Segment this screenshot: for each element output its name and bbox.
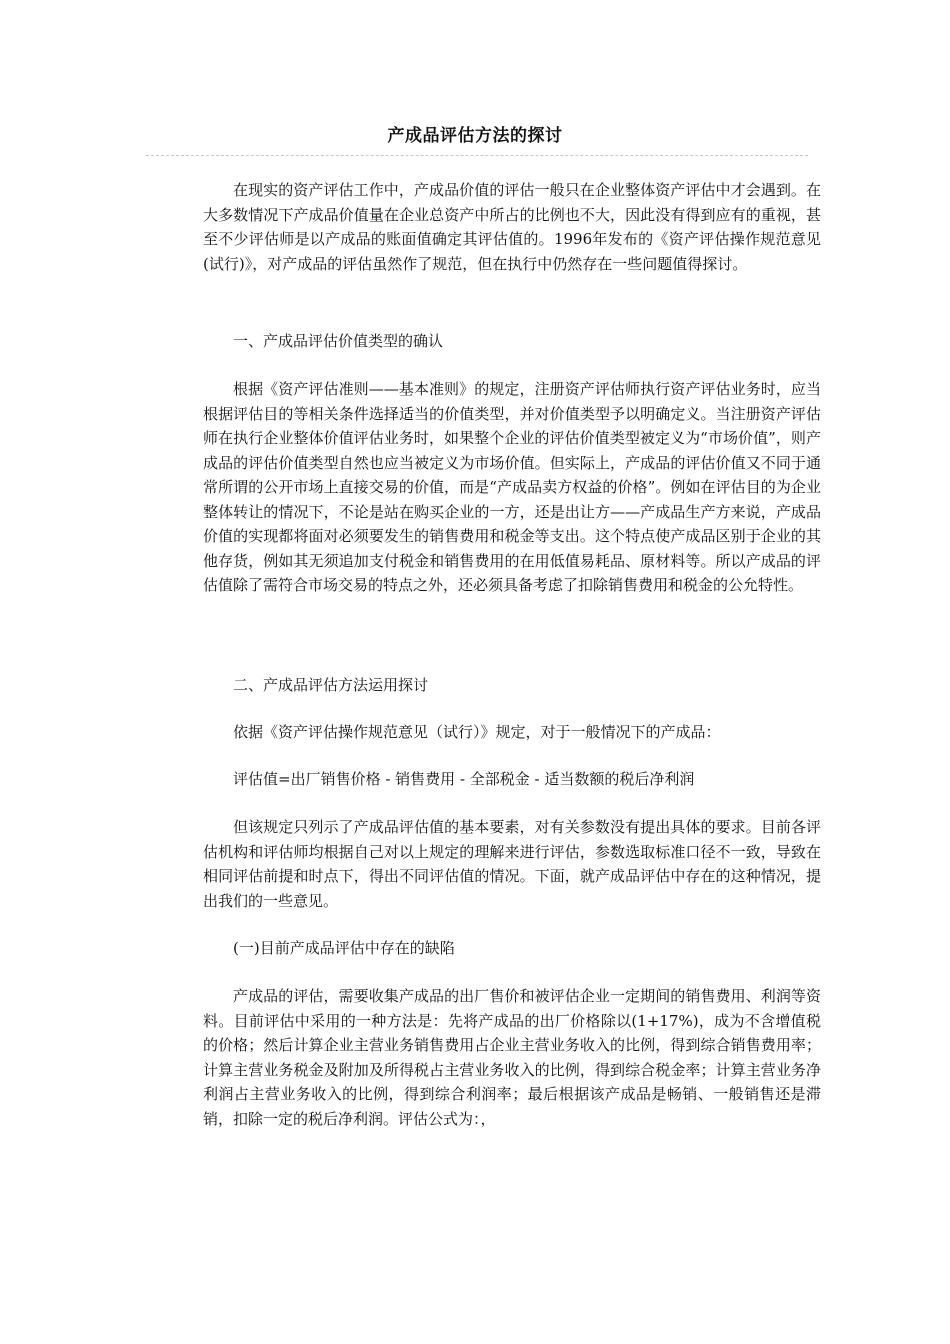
method-paragraph-wrap [203,984,821,1131]
formula-line: 评估值=出厂销售价格 - 销售费用 - 全部税金 - 适当数额的税后净利润 [233,770,695,788]
section-heading-2: 二、产成品评估方法运用探讨 [233,676,429,694]
formula-line-wrap [203,767,821,792]
value-type-paragraph: 根据《资产评估准则——基本准则》的规定，注册资产评估师执行资产评估业务时，应当根据评估目的等相关条件选择适当的价值类型，并对价值类型予以明确定义。当注册资产评估师在执行企业整体价值评估业务时，如果整个企业的评估价值类型被定义为“市场价值”，则产成品的评估价值类型自然也应当被定义为市场价值。但实际上，产成品的评估价值又不同于通常所谓的公开市场上直接交易的价值，而是“产成品卖方权益的价格”。例如在评估目的为企业整体转让的情况下，不论是站在购买企业的一方，还是出让方——产成品生产方来说，产成品价值的实现都将面对必须要发生的销售费用和税金等支出。这个特点使产成品区别于企业的其他存货，例如其无须追加支付税金和销售费用的在用低值易耗品、原材料等。所以产成品的评估值除了需符合市场交易的特点之外，还必须具备考虑了扣除销售费用和税金的公允特性。 [203,380,821,594]
title-divider [146,155,808,156]
method-paragraph: 产成品的评估，需要收集产成品的出厂售价和被评估企业一定期间的销售费用、利润等资料。目前评估中采用的一种方法是：先将产成品的出厂价格除以(1+17%)，成为不含增值税的价格；然后计算企业主营业务销售费用占企业主营业务收入的比例，得到综合销售费用率；计算主营业务税金及附加及所得税占主营业务收入的比例，得到综合税金率；计算主营业务净利润占主营业务收入的比例，得到综合利润率；最后根据该产成品是畅销、一般销售还是滞销，扣除一定的税后净利润。评估公式为：， [203,987,821,1128]
document-title: 产成品评估方法的探讨 [387,126,563,146]
requirement-paragraph: 但该规定只列示了产成品评估值的基本要素，对有关参数没有提出具体的要求。目前各评估机构和评估师均根据自己对以上规定的理解来进行评估，参数选取标准口径不一致，导致在相同评估前提和时点下，得出不同评估值的情况。下面，就产成品评估中存在的这种情况，提出我们的一些意见。 [203,818,821,910]
regulation-paragraph-wrap [203,720,821,745]
intro-paragraph: 在现实的资产评估工作中，产成品价值的评估一般只在企业整体资产评估中才会遇到。在大多数情况下产成品价值量在企业总资产中所占的比例也不大，因此没有得到应有的重视，甚至不少评估师是以产成品的账面值确定其评估值的。1996年发布的《资产评估操作规范意见(试行)》，对产成品的评估虽然作了规范，但在执行中仍然存在一些问题值得探讨。 [203,181,821,273]
regulation-paragraph: 依据《资产评估操作规范意见（试行）》规定，对于一般情况下的产成品： [233,723,721,741]
value-type-paragraph-wrap [203,377,821,598]
article-body [203,178,821,276]
section-heading-1: 一、产成品评估价值类型的确认 [233,332,444,350]
section-heading-1-wrap [203,329,821,354]
section-heading-2-wrap [203,673,821,698]
requirement-paragraph-wrap [203,815,821,913]
subsection-heading-1-wrap [203,936,821,961]
subsection-heading-1: (一)目前产成品评估中存在的缺陷 [233,939,455,957]
